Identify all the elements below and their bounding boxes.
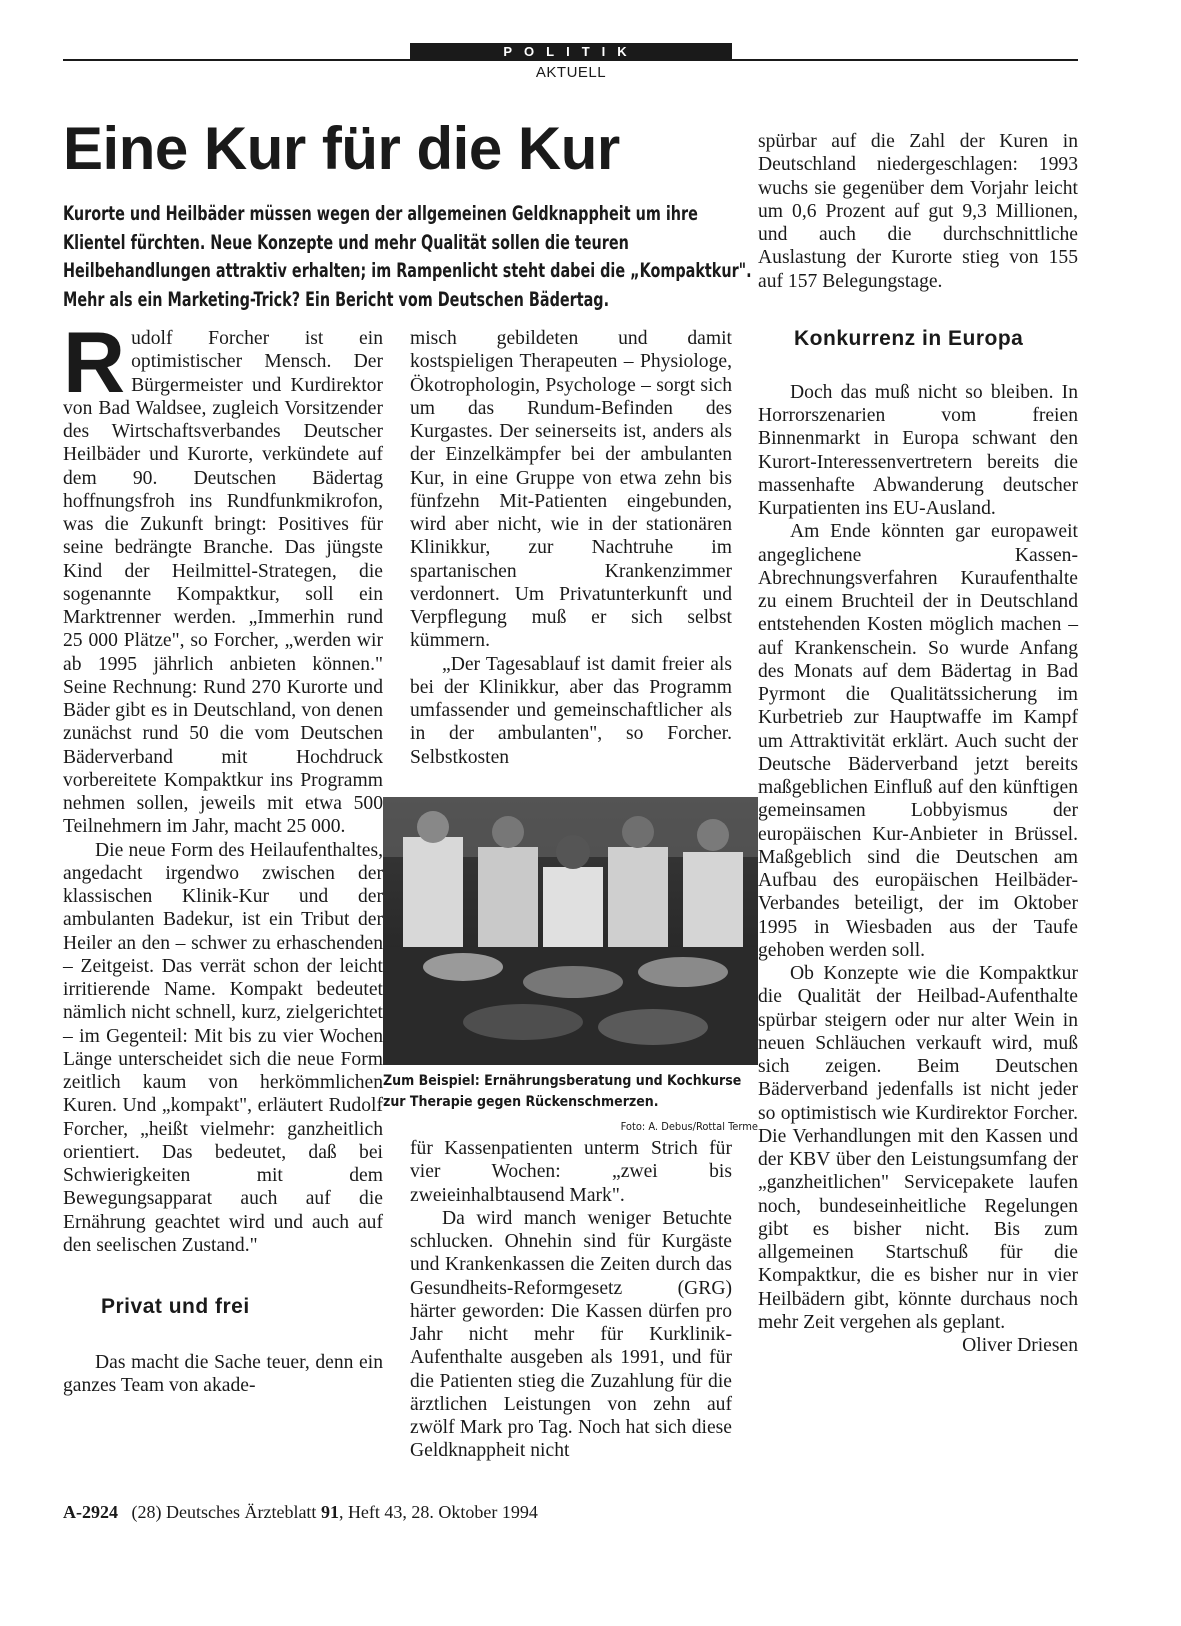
col3-paragraph-4: Ob Konzepte wie die Kompaktkur die Qualität der Heilbad-Aufenthalte spürbar steigern oder nur alter Wein in neuen Schläuchen verkauft wird, muß sich zeigen. Beim Deutschen Bäderverband jedenfalls ist nicht jeder so optimistisch wie Kurdirektor Forcher. Die Verhandlungen mit den Kassen und der KBV über den Leistungsumfang der „ganzheitlichen" Servicepakete laufen noch, bundeseinheitliche Regelungen gibt es bisher nicht. Bis zum allgemeinen Startschuß für die Kompaktkur, die es bisher nur in vier Heilbädern gibt, könnte durchaus noch mehr Zeit vergehen als geplant.	[758, 963, 1078, 1333]
column-2-top	[410, 327, 732, 769]
citation-suffix: , Heft 43, 28. Oktober 1994	[338, 1502, 538, 1522]
column-3	[758, 130, 1078, 1357]
article-lede: Kurorte und Heilbäder müssen wegen der allgemeinen Geldknappheit um ihre Klientel fürchten. Neue Konzepte und mehr Qualität sollen die teuren Heilbehandlungen attraktiv erhalten; im Rampenlicht steht dabei die „Kompaktkur". Mehr als ein Marketing-Trick? Ein Bericht vom Deutschen Bädertag.	[63, 202, 752, 311]
citation-prefix: (28) Deutsches Ärzteblatt	[131, 1502, 321, 1522]
column-1	[63, 315, 383, 1398]
col1-paragraph-2: Die neue Form des Heilaufenthaltes, angedacht irgendwo zwischen der klassischen Klinik-Kur und der ambulanten Badekur, ist ein Tribut der Heiler an den – schwer zu erhaschenden – Zeitgeist. Das verrät schon der leicht irritierende Name. Kompakt bedeutet nämlich nicht schnell, kurz, zielgerichtet – im Gegenteil: Mit bis zu vier Wochen Länge unterscheidet sich die neue Form zeitlich kaum von herkömmlichen Kuren. Und „kompakt", erläutert Rudolf Forcher, „heißt vielmehr: ganzheitlich orientiert. Das bedeutet, daß bei Schwierigkeiten mit dem Bewegungsapparat auch auf die Ernährung geachtet wird und auch auf den seelischen Zustand."	[63, 839, 383, 1256]
page-footer	[63, 1502, 763, 1523]
col3-paragraph-2: Doch das muß nicht so bleiben. In Horrorszenarien vom freien Binnenmarkt in Europa schwant den Kurort-Interessenvertretern bereits die massenhafte Abwanderung deutscher Kurpatienten ins EU-Ausland.	[758, 381, 1078, 519]
author-signature: Oliver Driesen	[962, 1335, 1078, 1356]
col2-paragraph-3: für Kassenpatienten unterm Strich für vier Wochen: „zwei bis zweieinhalbtausend Mark".	[410, 1138, 732, 1206]
article-headline: Eine Kur für die Kur	[63, 115, 620, 182]
subhead-privat: Privat und frei	[101, 1295, 250, 1318]
photo-caption-block	[383, 1071, 758, 1137]
volume-number: 91	[320, 1502, 339, 1522]
photo-caption: Zum Beispiel: Ernährungsberatung und Kochkurse zur Therapie gegen Rückenschmerzen.	[383, 1073, 742, 1110]
drop-cap: R	[63, 315, 126, 411]
col2-paragraph-2: „Der Tagesablauf ist damit freier als bei der Klinikkur, aber das Programm umfassender und gemeinschaftlicher als in der ambulanten", so Forcher. Selbstkosten	[410, 653, 732, 768]
photo-credit: Foto: A. Debus/Rottal Terme	[620, 1120, 758, 1133]
page-code: A-2924	[63, 1502, 118, 1522]
col3-paragraph-1: spürbar auf die Zahl der Kuren in Deutschland niedergeschlagen: 1993 wuchs sie gegenüber dem Vorjahr leicht um 0,6 Prozent auf gut 9,3 Millionen, und auch die durchschnittliche Auslastung der Kurorte stieg von 155 auf 157 Belegungstage.	[758, 131, 1078, 292]
col3-paragraph-3: Am Ende könnten gar europaweit angeglichene Kassen-Abrechnungsverfahren Kuraufenthalte zu einem Bruchteil der in Deutschland entstehenden Kosten möglich machen – auf Krankenschein. So wurde Anfang des Monats auf dem Bädertag in Bad Pyrmont die Qualitätssicherung im Kurbetrieb zur Hauptwaffe im Kampf um Attraktivität erklärt. Auch sucht der Deutsche Bäderverband jetzt bereits maßgeblichen Einfluß auf den künftigen gemeinsamen Lobbyismus der europäischen Kur-Anbieter in Brüssel. Maßgeblich sind die Deutschen am Aufbau des europäischen Heilbäder-Verbandes beteiligt, der im Oktober 1995 in Wiesbaden aus der Taufe gehoben werden soll.	[758, 521, 1078, 961]
article-photo	[383, 797, 758, 1065]
kitchen-photo-icon	[383, 797, 758, 1065]
subsection-label: AKTUELL	[535, 64, 607, 81]
subhead-konkurrenz: Konkurrenz in Europa	[794, 326, 1024, 350]
col2-paragraph-4: Da wird manch weniger Betuchte schlucken. Ohnehin sind für Kurgäste und Krankenkassen die Zeiten durch das Gesundheits-Reformgesetz (GRG) härter geworden: Die Kassen dürfen pro Jahr nicht mehr für Kurklinik-Aufenthalte ausgeben als 1991, und für die Patienten stieg die Zuzahlung für die ärztlichen Leistungen von zehn auf zwölf Mark pro Tag. Noch hat sich diese Geldknappheit nicht	[410, 1207, 732, 1462]
column-2-bottom	[410, 1137, 732, 1463]
col2-paragraph-1: misch gebildeten und damit kostspieligen Therapeuten – Physiologe, Ökotrophologin, Psychologe – sorgt sich um das Rundum-Befinden des Kurgastes. Der seinerseits ist, anders als der Einzelkämpfer bei der ambulanten Kur, in eine Gruppe von etwa zehn bis fünfzehn Mit-Patienten eingebunden, wird aber nicht, wie in der stationären Klinikkur, zur Nachtruhe im spartanischen Krankenzimmer verdonnert. Um Privatunterkunft und Verpflegung muß er sich selbst kümmern.	[410, 328, 732, 652]
col1-paragraph-1	[63, 315, 383, 839]
col1-paragraph-3: Das macht die Sache teuer, denn ein ganzes Team von akade-	[63, 1352, 383, 1397]
section-label: POLITIK	[410, 43, 732, 60]
col1-paragraph-1-text: udolf Forcher ist ein optimistischer Mensch. Der Bürgermeister und Kurdirektor von Bad Waldsee, zugleich Vorsitzender des Wirtschaftsverbandes Deutscher Heilbäder und Kurorte, verkündete auf dem 90. Deutschen Bädertag hoffnungsfroh ins Rundfunkmikrofon, was die Zukunft bringt: Positives für seine bedrängte Branche. Das jüngste Kind der Heilmittel-Strategen, die sogenannte Kompaktkur, soll ein Marktrenner werden. „Immerhin rund 25 000 Plätze", so Forcher, „werden wir ab 1995 jährlich anbieten können." Seine Rechnung: Rund 270 Kurorte und Bäder gibt es in Deutschland, von denen zunächst rund 50 die vom Deutschen Bäderverband mit Hochdruck vorbereitete Kompaktkur ins Programm nehmen sollen, jeweils mit etwa 500 Teilnehmern im Jahr, macht 25 000.	[63, 328, 383, 838]
